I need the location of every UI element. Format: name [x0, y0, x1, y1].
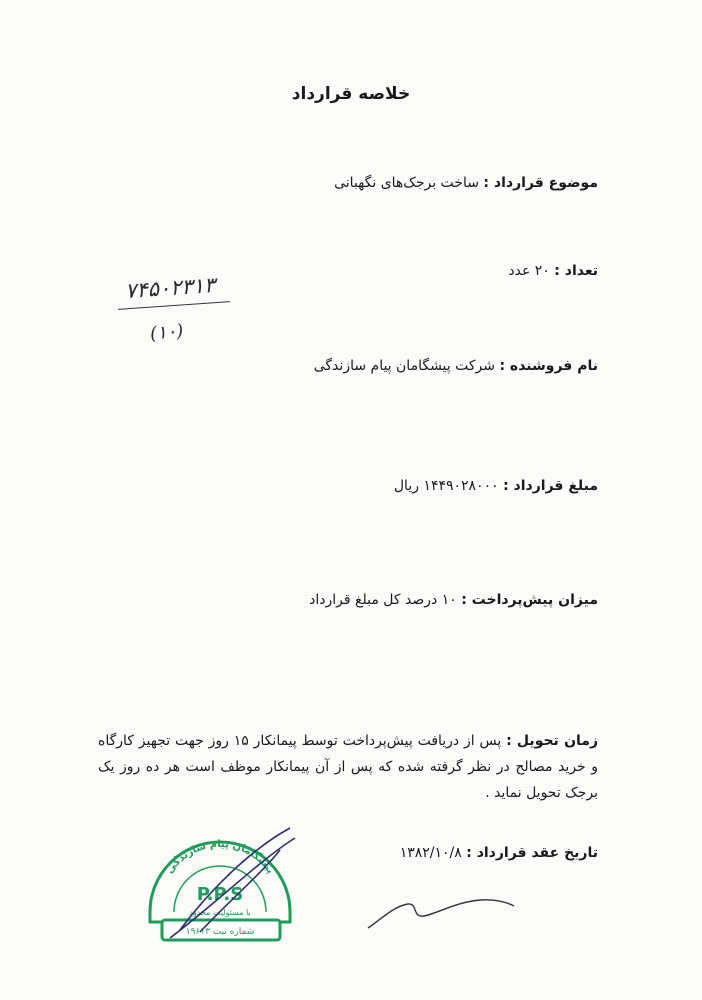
- page-title: خلاصه قرارداد: [291, 84, 411, 104]
- contract-date-value: ۱۳۸۲/۱۰/۸: [399, 845, 462, 861]
- count-value: ۲۰ عدد: [508, 263, 550, 279]
- delivery-value: پس از دریافت پیش‌پرداخت توسط پیمانکار ۱۵ روز جهت تجهیز کارگاه و خرید مصالح در نظر گرفته شده که پس از آن پیمانکار موظف است هر ده روز یک برجک تحویل نماید .: [98, 733, 598, 801]
- company-stamp: [140, 820, 300, 950]
- handwritten-number: ۷۴۵۰۲۳۱۳: [124, 272, 216, 304]
- count-row: [508, 263, 598, 279]
- amount-label: مبلغ قرارداد :: [503, 478, 598, 494]
- stamp-registration: شماره ثبت ۱۹۶۱۳: [185, 927, 255, 937]
- stamp-line: با مسئولیت محدود: [189, 908, 251, 917]
- handwritten-note: (۱۰): [148, 320, 185, 345]
- prepayment-value: ۱۰ درصد کل مبلغ قرارداد: [309, 592, 457, 608]
- stamp-initials: P.P.S: [196, 884, 244, 905]
- stamp-graphic: [140, 820, 300, 950]
- subject-value: ساخت برجک‌های نگهبانی: [334, 175, 479, 191]
- seller-row: [314, 358, 598, 374]
- stamp-top-text: پیشگامان پیام سازندگی: [164, 838, 276, 876]
- count-label: تعداد :: [554, 263, 598, 279]
- delivery-paragraph: [98, 728, 598, 806]
- subject-label: موضوع قرارداد :: [483, 175, 598, 191]
- prepayment-row: [309, 592, 598, 608]
- seller-value: شرکت پیشگامان پیام سازندگی: [313, 358, 495, 374]
- signature-mark: [360, 880, 520, 940]
- prepayment-label: میزان پیش‌پرداخت :: [461, 592, 598, 608]
- seller-label: نام فروشنده :: [499, 358, 598, 374]
- amount-value: ۱۴۴۹۰۲۸۰۰۰ ریال: [393, 478, 499, 494]
- amount-row: [394, 478, 598, 494]
- delivery-label: زمان تحویل :: [506, 733, 599, 749]
- contract-date-label: تاریخ عقد قرارداد :: [466, 845, 598, 861]
- subject-row: [334, 175, 598, 191]
- contract-date-row: [400, 845, 598, 861]
- svg-text:پیشگامان پیام سازندگی: [164, 839, 276, 876]
